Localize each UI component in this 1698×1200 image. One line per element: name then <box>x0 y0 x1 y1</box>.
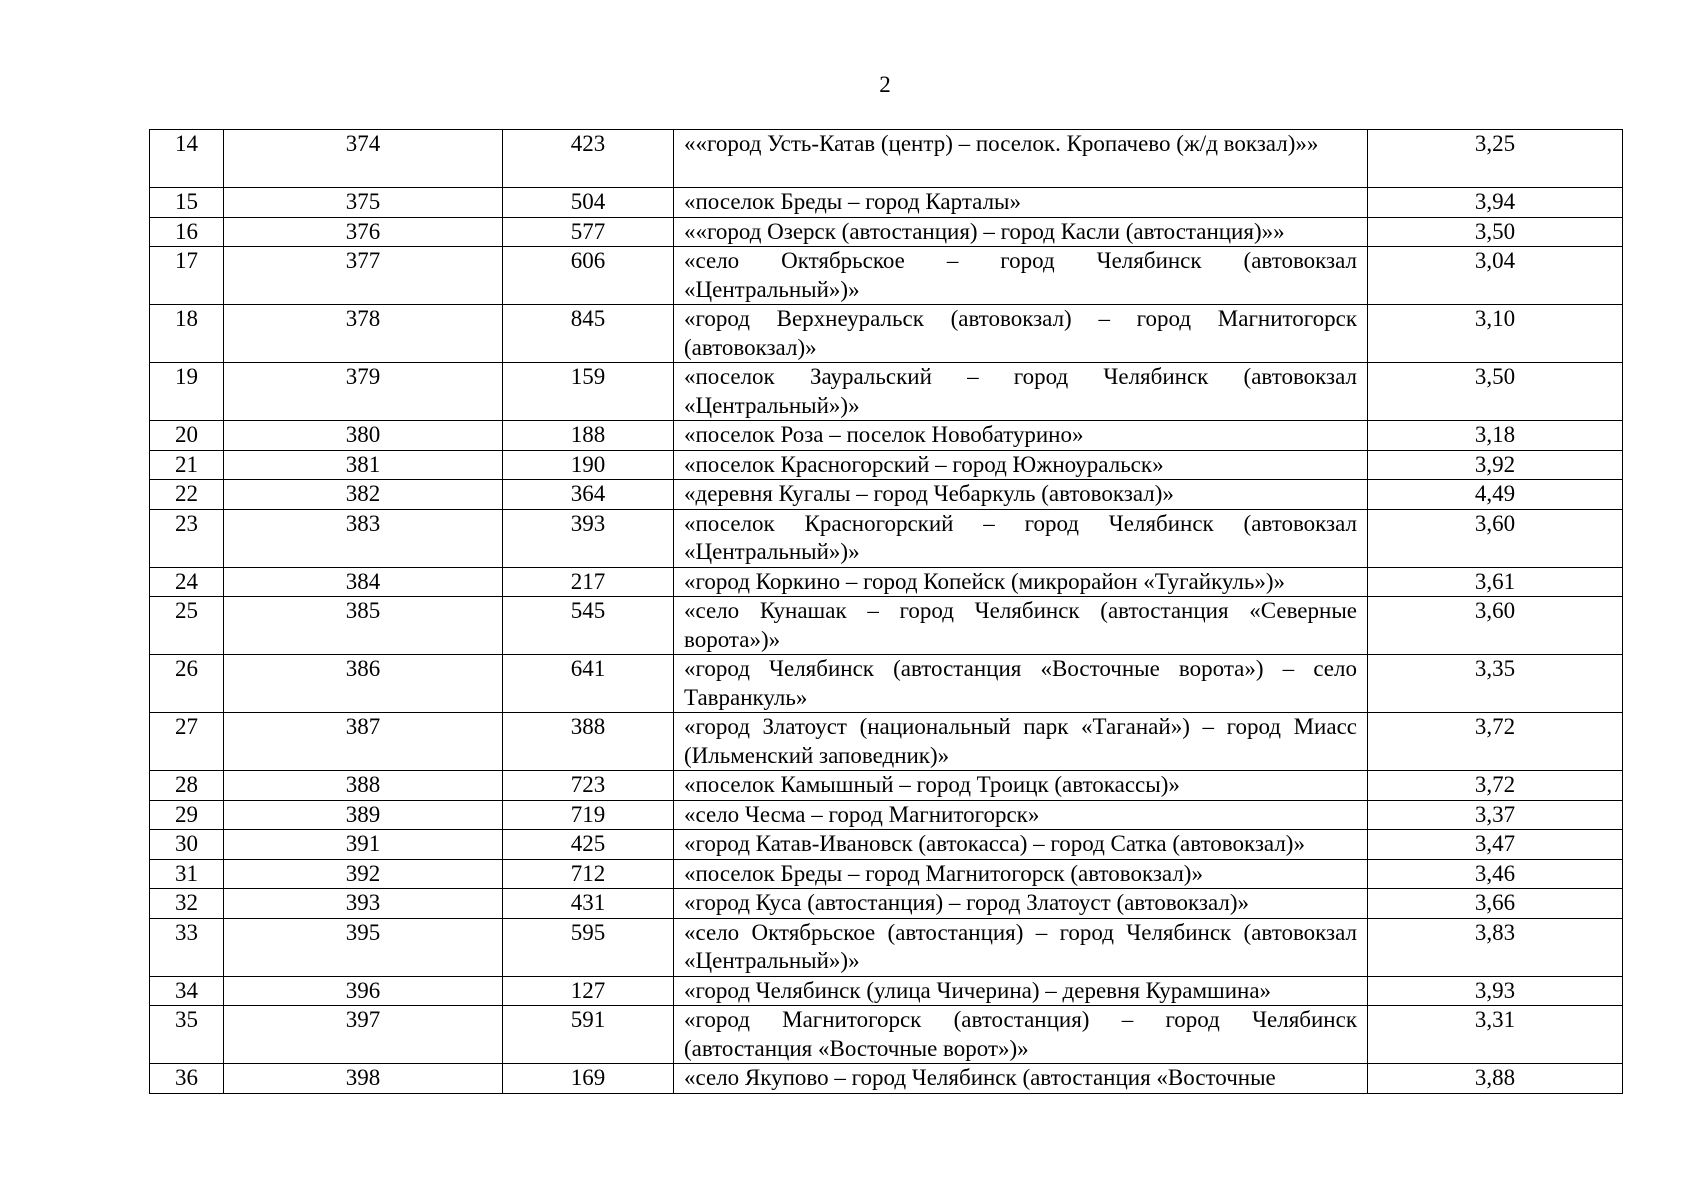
registry-number-cell: 379 <box>224 363 503 421</box>
route-name-cell: «город Магнитогорск (автостанция) – город Челябинск (автостанция «Восточные ворот»)» <box>674 1006 1368 1064</box>
registry-number-cell: 374 <box>224 130 503 188</box>
route-name-cell: «город Верхнеуральск (автовокзал) – город Магнитогорск (автовокзал)» <box>674 305 1368 363</box>
registry-number-cell: 376 <box>224 217 503 247</box>
route-value-cell: 3,46 <box>1368 859 1623 889</box>
route-name-cell: «село Якупово – город Челябинск (автостанция «Восточные <box>674 1064 1368 1094</box>
route-value-cell: 3,25 <box>1368 130 1623 188</box>
route-code-cell: 845 <box>503 305 674 363</box>
table-row <box>150 859 1623 889</box>
route-name-cell: ««город Озерск (автостанция) – город Касли (автостанция)»» <box>674 217 1368 247</box>
registry-number-cell: 383 <box>224 509 503 567</box>
table-row <box>150 509 1623 567</box>
registry-number-cell: 380 <box>224 421 503 451</box>
route-name-cell: «поселок Роза – поселок Новобатурино» <box>674 421 1368 451</box>
route-name-cell: «город Катав-Ивановск (автокасса) – город Сатка (автовокзал)» <box>674 830 1368 860</box>
table-row <box>150 918 1623 976</box>
route-name-cell: «город Челябинск (автостанция «Восточные ворота») – село Тавранкуль» <box>674 655 1368 713</box>
route-value-cell: 3,61 <box>1368 567 1623 597</box>
row-number-cell: 27 <box>150 713 224 771</box>
route-code-cell: 606 <box>503 247 674 305</box>
row-number-cell: 36 <box>150 1064 224 1094</box>
registry-number-cell: 386 <box>224 655 503 713</box>
route-value-cell: 3,92 <box>1368 450 1623 480</box>
table-row <box>150 305 1623 363</box>
table-row <box>150 830 1623 860</box>
registry-number-cell: 378 <box>224 305 503 363</box>
registry-number-cell: 385 <box>224 597 503 655</box>
registry-number-cell: 398 <box>224 1064 503 1094</box>
registry-number-cell: 389 <box>224 800 503 830</box>
registry-number-cell: 392 <box>224 859 503 889</box>
route-code-cell: 127 <box>503 976 674 1006</box>
row-number-cell: 29 <box>150 800 224 830</box>
route-value-cell: 3,66 <box>1368 889 1623 919</box>
route-name-cell: «село Октябрьское (автостанция) – город Челябинск (автовокзал «Центральный»)» <box>674 918 1368 976</box>
routes-table <box>149 129 1623 1094</box>
route-code-cell: 712 <box>503 859 674 889</box>
registry-number-cell: 387 <box>224 713 503 771</box>
route-name-cell: «поселок Зауральский – город Челябинск (автовокзал «Центральный»)» <box>674 363 1368 421</box>
registry-number-cell: 384 <box>224 567 503 597</box>
row-number-cell: 17 <box>150 247 224 305</box>
route-code-cell: 159 <box>503 363 674 421</box>
route-value-cell: 3,72 <box>1368 713 1623 771</box>
route-name-cell: «поселок Бреды – город Карталы» <box>674 188 1368 218</box>
registry-number-cell: 395 <box>224 918 503 976</box>
table-row <box>150 421 1623 451</box>
table-row <box>150 655 1623 713</box>
row-number-cell: 15 <box>150 188 224 218</box>
table-row <box>150 771 1623 801</box>
registry-number-cell: 382 <box>224 480 503 510</box>
route-code-cell: 217 <box>503 567 674 597</box>
route-value-cell: 3,93 <box>1368 976 1623 1006</box>
row-number-cell: 23 <box>150 509 224 567</box>
table-row <box>150 800 1623 830</box>
route-code-cell: 641 <box>503 655 674 713</box>
route-name-cell: «поселок Бреды – город Магнитогорск (автовокзал)» <box>674 859 1368 889</box>
route-code-cell: 504 <box>503 188 674 218</box>
route-code-cell: 188 <box>503 421 674 451</box>
registry-number-cell: 381 <box>224 450 503 480</box>
route-name-cell: «поселок Красногорский – город Челябинск (автовокзал «Центральный»)» <box>674 509 1368 567</box>
registry-number-cell: 377 <box>224 247 503 305</box>
row-number-cell: 16 <box>150 217 224 247</box>
route-value-cell: 3,35 <box>1368 655 1623 713</box>
route-code-cell: 364 <box>503 480 674 510</box>
row-number-cell: 26 <box>150 655 224 713</box>
route-name-cell: «деревня Кугалы – город Чебаркуль (автовокзал)» <box>674 480 1368 510</box>
table-row <box>150 889 1623 919</box>
route-value-cell: 3,04 <box>1368 247 1623 305</box>
table-row <box>150 217 1623 247</box>
route-value-cell: 3,37 <box>1368 800 1623 830</box>
row-number-cell: 31 <box>150 859 224 889</box>
route-name-cell: «поселок Красногорский – город Южноуральск» <box>674 450 1368 480</box>
row-number-cell: 35 <box>150 1006 224 1064</box>
route-code-cell: 545 <box>503 597 674 655</box>
route-value-cell: 3,72 <box>1368 771 1623 801</box>
table-row <box>150 363 1623 421</box>
route-name-cell: «село Кунашак – город Челябинск (автостанция «Северные ворота»)» <box>674 597 1368 655</box>
table-row <box>150 976 1623 1006</box>
row-number-cell: 20 <box>150 421 224 451</box>
routes-table-body <box>150 130 1623 1094</box>
route-name-cell: «село Чесма – город Магнитогорск» <box>674 800 1368 830</box>
route-name-cell: «село Октябрьское – город Челябинск (автовокзал «Центральный»)» <box>674 247 1368 305</box>
row-number-cell: 30 <box>150 830 224 860</box>
table-row <box>150 130 1623 188</box>
row-number-cell: 32 <box>150 889 224 919</box>
route-code-cell: 591 <box>503 1006 674 1064</box>
route-name-cell: «город Коркино – город Копейск (микрорайон «Тугайкуль»)» <box>674 567 1368 597</box>
registry-number-cell: 393 <box>224 889 503 919</box>
row-number-cell: 24 <box>150 567 224 597</box>
registry-number-cell: 375 <box>224 188 503 218</box>
row-number-cell: 33 <box>150 918 224 976</box>
route-value-cell: 3,18 <box>1368 421 1623 451</box>
route-code-cell: 723 <box>503 771 674 801</box>
table-row <box>150 450 1623 480</box>
route-value-cell: 4,49 <box>1368 480 1623 510</box>
row-number-cell: 34 <box>150 976 224 1006</box>
route-code-cell: 423 <box>503 130 674 188</box>
row-number-cell: 28 <box>150 771 224 801</box>
route-value-cell: 3,94 <box>1368 188 1623 218</box>
route-value-cell: 3,50 <box>1368 363 1623 421</box>
row-number-cell: 18 <box>150 305 224 363</box>
route-name-cell: ««город Усть-Катав (центр) – поселок. Кропачево (ж/д вокзал)»» <box>674 130 1368 188</box>
route-code-cell: 190 <box>503 450 674 480</box>
table-row <box>150 567 1623 597</box>
route-name-cell: «город Куса (автостанция) – город Златоуст (автовокзал)» <box>674 889 1368 919</box>
route-value-cell: 3,83 <box>1368 918 1623 976</box>
route-code-cell: 169 <box>503 1064 674 1094</box>
registry-number-cell: 391 <box>224 830 503 860</box>
table-row <box>150 247 1623 305</box>
registry-number-cell: 397 <box>224 1006 503 1064</box>
route-name-cell: «поселок Камышный – город Троицк (автокассы)» <box>674 771 1368 801</box>
table-row <box>150 597 1623 655</box>
page-number: 2 <box>879 72 891 97</box>
route-code-cell: 719 <box>503 800 674 830</box>
route-name-cell: «город Златоуст (национальный парк «Таганай») – город Миасс (Ильменский заповедник)» <box>674 713 1368 771</box>
row-number-cell: 25 <box>150 597 224 655</box>
route-code-cell: 577 <box>503 217 674 247</box>
table-row <box>150 713 1623 771</box>
route-code-cell: 431 <box>503 889 674 919</box>
route-value-cell: 3,60 <box>1368 597 1623 655</box>
route-code-cell: 595 <box>503 918 674 976</box>
row-number-cell: 21 <box>150 450 224 480</box>
route-value-cell: 3,31 <box>1368 1006 1623 1064</box>
route-value-cell: 3,50 <box>1368 217 1623 247</box>
route-value-cell: 3,88 <box>1368 1064 1623 1094</box>
registry-number-cell: 388 <box>224 771 503 801</box>
table-row <box>150 1064 1623 1094</box>
route-value-cell: 3,10 <box>1368 305 1623 363</box>
route-value-cell: 3,60 <box>1368 509 1623 567</box>
route-code-cell: 425 <box>503 830 674 860</box>
route-code-cell: 388 <box>503 713 674 771</box>
route-name-cell: «город Челябинск (улица Чичерина) – деревня Курамшина» <box>674 976 1368 1006</box>
row-number-cell: 22 <box>150 480 224 510</box>
registry-number-cell: 396 <box>224 976 503 1006</box>
row-number-cell: 19 <box>150 363 224 421</box>
table-row <box>150 1006 1623 1064</box>
route-code-cell: 393 <box>503 509 674 567</box>
table-row <box>150 188 1623 218</box>
route-value-cell: 3,47 <box>1368 830 1623 860</box>
row-number-cell: 14 <box>150 130 224 188</box>
table-row <box>150 480 1623 510</box>
